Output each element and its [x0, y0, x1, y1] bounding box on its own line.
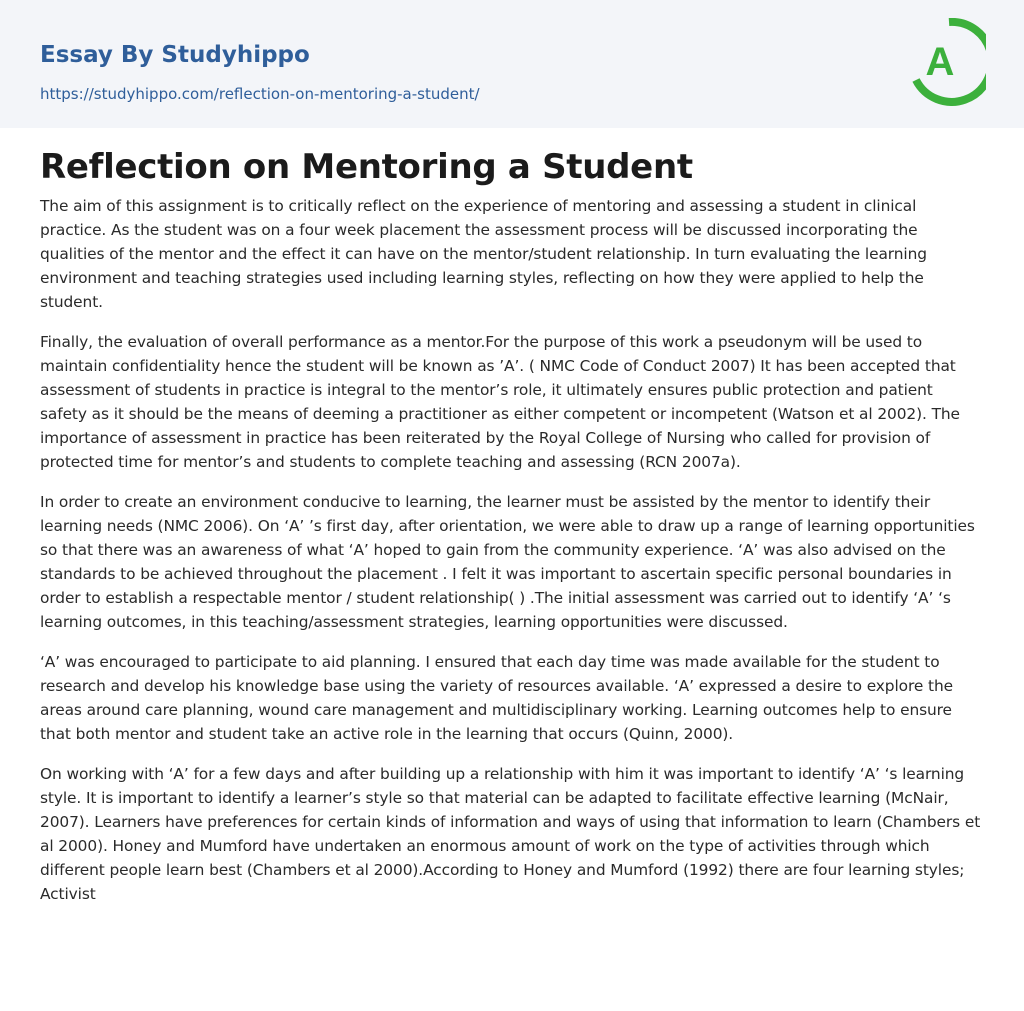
essay-paragraph-3: In order to create an environment conducive to learning, the learner must be assisted by the mentor to identify their learning needs (NMC 2006). On ‘A’ ’s first day, after orientation, we were able to draw up a range of learning opportunities so that there was an awareness of what ‘A’ hoped to gain from the community experience. ‘A’ was also advised on the standards to be achieved throughout the placement . I felt it was important to ascertain specific personal boundaries in order to establish a respectable mentor / student relationship( ) .The initial assessment was carried out to identify ‘A’ ‘s learning outcomes, in this teaching/assessment strategies, learning opportunities were discussed. [40, 493, 975, 631]
source-url-link[interactable]: https://studyhippo.com/reflection-on-mentoring-a-student/ [40, 85, 480, 103]
site-title[interactable]: Essay By Studyhippo [40, 42, 310, 68]
essay-paragraph-1: The aim of this assignment is to critically reflect on the experience of mentoring and assessing a student in clinical practice. As the student was on a four week placement the assessment process will be discussed incorporating the qualities of the mentor and the effect it can have on the mentor/student relationship. In turn evaluating the learning environment and teaching strategies used including learning styles, reflecting on how they were applied to help the student. [40, 197, 927, 311]
studyhippo-logo-icon[interactable] [912, 18, 986, 106]
essay-paragraph-4: ‘A’ was encouraged to participate to aid planning. I ensured that each day time was made available for the student to research and develop his knowledge base using the variety of resources available. ‘A’ expressed a desire to explore the areas around care planning, wound care management and multidisciplinary working. Learning outcomes help to ensure that both mentor and student take an active role in the learning that occurs (Quinn, 2000). [40, 653, 953, 743]
site-header [0, 0, 1024, 128]
essay-content [40, 144, 984, 922]
page-title: Reflection on Mentoring a Student [40, 147, 693, 187]
logo-letter: A [925, 40, 955, 84]
essay-paragraph-2: Finally, the evaluation of overall performance as a mentor.For the purpose of this work a pseudonym will be used to maintain confidentiality hence the student will be known as ’A’. ( NMC Code of Conduct 2007) It has been accepted that assessment of students in practice is integral to the mentor’s role, it ultimately ensures public protection and patient safety as it should be the means of deeming a practitioner as either competent or incompetent (Watson et al 2002). The importance of assessment in practice has been reiterated by the Royal College of Nursing who called for provision of protected time for mentor’s and students to complete teaching and assessing (RCN 2007a). [40, 333, 960, 471]
essay-paragraph-5: On working with ‘A’ for a few days and after building up a relationship with him it was important to identify ‘A’ ‘s learning style. It is important to identify a learner’s style so that material can be adapted to facilitate effective learning (McNair, 2007). Learners have preferences for certain kinds of information and ways of using that information to learn (Chambers et al 2000). Honey and Mumford have undertaken an enormous amount of work on the type of activities through which different people learn best (Chambers et al 2000).According to Honey and Mumford (1992) there are four learning styles; Activist [40, 765, 981, 903]
